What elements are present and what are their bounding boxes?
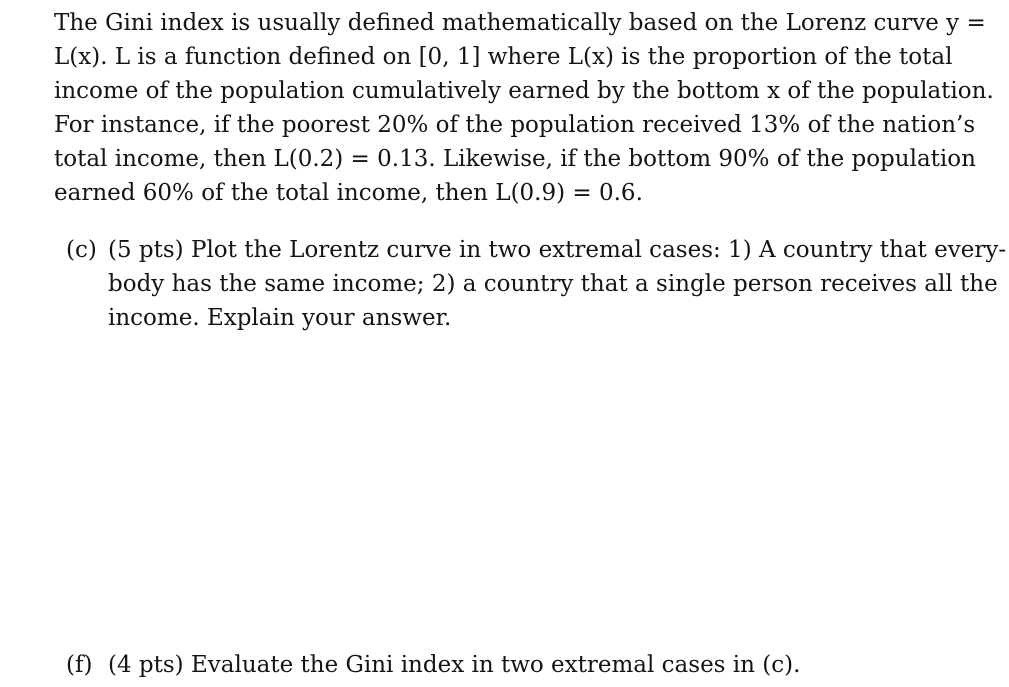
question-c-text <box>108 233 1007 335</box>
intro-line: earned 60% of the total income, then L(0.9) = 0.6. <box>54 180 643 206</box>
intro-line: L(x). L is a function defined on [0, 1] where L(x) is the proportion of the total <box>54 44 953 70</box>
question-f-label: (f) <box>66 652 93 678</box>
intro-line: The Gini index is usually defined mathematically based on the Lorenz curve y = <box>54 10 986 36</box>
question-f-text <box>108 648 941 682</box>
question-line: (5 pts) Plot the Lorentz curve in two extremal cases: 1) A country that every- <box>108 237 1007 263</box>
intro-line: income of the population cumulatively earned by the bottom x of the population. <box>54 78 994 104</box>
question-line: income. Explain your answer. <box>108 305 452 331</box>
intro-line: For instance, if the poorest 20% of the population received 13% of the nation’s <box>54 112 976 138</box>
question-line: (4 pts) Evaluate the Gini index in two extremal cases in (c). <box>108 652 801 678</box>
question-c-label: (c) <box>66 237 97 263</box>
intro-line: total income, then L(0.2) = 0.13. Likewise, if the bottom 90% of the population <box>54 146 976 172</box>
question-line: body has the same income; 2) a country that a single person receives all the <box>108 271 998 297</box>
intro-paragraph <box>54 6 994 210</box>
